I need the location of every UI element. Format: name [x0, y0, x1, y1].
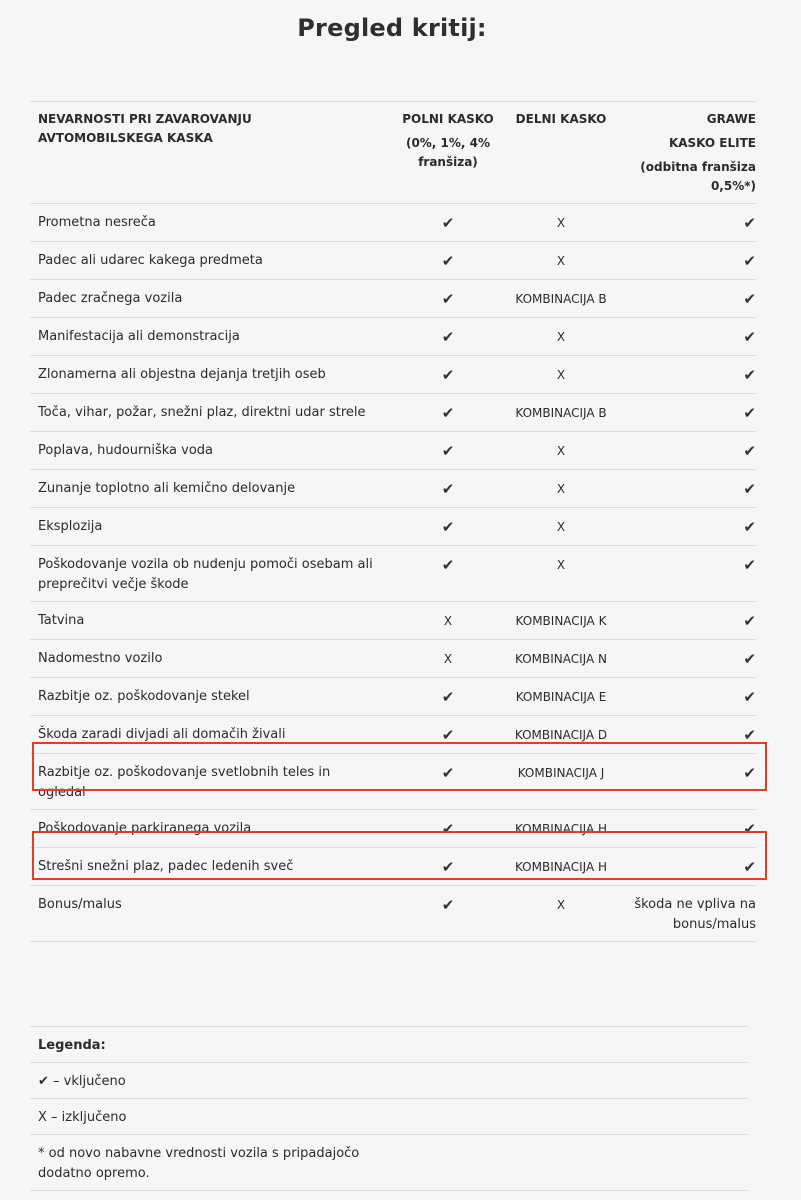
- check-icon: ✔: [743, 612, 756, 630]
- full-kasko-cell: [394, 318, 502, 356]
- cell-text: KOMBINACIJA D: [514, 728, 608, 742]
- check-icon: ✔: [743, 404, 756, 422]
- page-title: Pregled kritij:: [297, 14, 487, 42]
- table-row: [30, 394, 756, 432]
- check-icon: ✔: [441, 688, 455, 706]
- partial-kasko-cell: [502, 810, 620, 848]
- full-kasko-cell: [394, 716, 502, 754]
- full-kasko-cell: [394, 242, 502, 280]
- full-kasko-cell: [394, 432, 502, 470]
- check-icon: ✔: [441, 404, 455, 422]
- check-icon: ✔: [441, 764, 455, 782]
- check-icon: ✔: [743, 518, 756, 536]
- coverage-table: [30, 101, 756, 942]
- table-row: [30, 754, 756, 810]
- table-row: [30, 470, 756, 508]
- excluded-mark: X: [556, 898, 566, 912]
- check-icon: ✔: [441, 290, 455, 308]
- check-icon: ✔: [743, 556, 756, 574]
- excluded-mark: X: [556, 254, 566, 268]
- full-kasko-cell: [394, 810, 502, 848]
- check-icon: ✔: [743, 480, 756, 498]
- check-icon: ✔: [441, 556, 455, 574]
- elite-kasko-cell: [620, 716, 756, 754]
- risk-label: Razbitje oz. poškodovanje svetlobnih teles in ogledal: [30, 754, 394, 810]
- partial-kasko-cell: [502, 280, 620, 318]
- excluded-mark: X: [556, 482, 566, 496]
- risk-label: Eksplozija: [30, 508, 394, 546]
- risk-label: Padec ali udarec kakega predmeta: [30, 242, 394, 280]
- excluded-mark: X: [556, 368, 566, 382]
- cell-text: KOMBINACIJA N: [514, 652, 607, 666]
- table-row: [30, 602, 756, 640]
- risk-label: Bonus/malus: [30, 886, 394, 942]
- check-icon: ✔: [441, 896, 455, 914]
- partial-kasko-cell: [502, 508, 620, 546]
- check-icon: ✔: [743, 726, 756, 744]
- check-icon: ✔: [743, 650, 756, 668]
- check-icon: ✔: [743, 764, 756, 782]
- partial-kasko-cell: [502, 546, 620, 602]
- cell-text: KOMBINACIJA K: [515, 614, 607, 628]
- partial-kasko-cell: [502, 242, 620, 280]
- check-icon: ✔: [441, 214, 455, 232]
- risk-label: Strešni snežni plaz, padec ledenih sveč: [30, 848, 394, 886]
- elite-kasko-cell: [620, 602, 756, 640]
- check-icon: ✔: [743, 858, 756, 876]
- excluded-mark: X: [556, 444, 566, 458]
- legend-included: ✔ – vključeno: [30, 1063, 748, 1099]
- partial-kasko-cell: [502, 886, 620, 942]
- excluded-mark: X: [443, 614, 453, 628]
- partial-kasko-cell: [502, 716, 620, 754]
- check-icon: ✔: [441, 518, 455, 536]
- partial-kasko-cell: [502, 394, 620, 432]
- table-row: [30, 678, 756, 716]
- full-kasko-cell: [394, 394, 502, 432]
- elite-kasko-cell: [620, 432, 756, 470]
- partial-kasko-cell: [502, 678, 620, 716]
- check-icon: ✔: [743, 290, 756, 308]
- elite-kasko-cell: [620, 394, 756, 432]
- risk-label: Zlonamerna ali objestna dejanja tretjih oseb: [30, 356, 394, 394]
- check-icon: ✔: [743, 214, 756, 232]
- risk-label: Poplava, hudourniška voda: [30, 432, 394, 470]
- legend-note: * od novo nabavne vrednosti vozila s pripadajočo dodatno opremo.: [38, 1146, 360, 1181]
- full-kasko-cell: [394, 848, 502, 886]
- check-icon: ✔: [441, 366, 455, 384]
- full-kasko-cell: [394, 280, 502, 318]
- partial-kasko-cell: [502, 432, 620, 470]
- risk-label: Poškodovanje parkiranega vozila: [30, 810, 394, 848]
- check-icon: ✔: [441, 820, 455, 838]
- cell-text: KOMBINACIJA B: [515, 292, 607, 306]
- check-icon: ✔: [441, 726, 455, 744]
- table-row: [30, 432, 756, 470]
- risk-label: Manifestacija ali demonstracija: [30, 318, 394, 356]
- partial-kasko-cell: [502, 318, 620, 356]
- cell-text: KOMBINACIJA B: [515, 406, 607, 420]
- full-kasko-cell: [394, 356, 502, 394]
- header-full-kasko: POLNI KASKO (0%, 1%, 4% franšiza): [394, 102, 502, 204]
- risk-label: Poškodovanje vozila ob nudenju pomoči osebam ali preprečitvi večje škode: [30, 546, 394, 602]
- elite-kasko-cell: [620, 318, 756, 356]
- elite-kasko-cell: [620, 280, 756, 318]
- table-row: [30, 640, 756, 678]
- elite-kasko-cell: [620, 546, 756, 602]
- check-icon: ✔: [743, 688, 756, 706]
- full-kasko-cell: [394, 546, 502, 602]
- check-icon: ✔: [441, 480, 455, 498]
- risk-label: Toča, vihar, požar, snežni plaz, direktni udar strele: [30, 394, 394, 432]
- check-icon: ✔: [441, 252, 455, 270]
- elite-kasko-cell: [620, 204, 756, 242]
- risk-label: Nadomestno vozilo: [30, 640, 394, 678]
- check-icon: ✔: [441, 858, 455, 876]
- partial-kasko-cell: [502, 640, 620, 678]
- partial-kasko-cell: [502, 754, 620, 810]
- elite-kasko-cell: [620, 508, 756, 546]
- legend-title: Legenda:: [30, 1027, 748, 1063]
- elite-kasko-cell: [620, 886, 756, 942]
- full-kasko-cell: [394, 204, 502, 242]
- cell-text: škoda ne vpliva na bonus/malus: [634, 897, 756, 932]
- table-row: [30, 848, 756, 886]
- header-risks: NEVARNOSTI PRI ZAVAROVANJU AVTOMOBILSKEGA KASKA: [30, 102, 394, 204]
- check-icon: ✔: [743, 820, 756, 838]
- table-header-row: [30, 102, 756, 204]
- legend-note-cell: [30, 1135, 748, 1191]
- table-row: [30, 280, 756, 318]
- full-kasko-cell: [394, 754, 502, 810]
- header-partial-kasko: DELNI KASKO: [502, 102, 620, 204]
- table-row: [30, 204, 756, 242]
- full-kasko-cell: [394, 640, 502, 678]
- table-row: [30, 508, 756, 546]
- partial-kasko-cell: [502, 356, 620, 394]
- header-elite-kasko: GRAWE KASKO ELITE (odbitna franšiza 0,5%*): [620, 102, 756, 204]
- risk-label: Razbitje oz. poškodovanje stekel: [30, 678, 394, 716]
- table-row: [30, 886, 756, 942]
- full-kasko-cell: [394, 470, 502, 508]
- full-kasko-cell: [394, 508, 502, 546]
- elite-kasko-cell: [620, 356, 756, 394]
- full-kasko-cell: [394, 602, 502, 640]
- check-icon: ✔: [743, 442, 756, 460]
- full-kasko-cell: [394, 886, 502, 942]
- legend-table: [30, 1026, 748, 1191]
- risk-label: Zunanje toplotno ali kemično delovanje: [30, 470, 394, 508]
- excluded-mark: X: [443, 652, 453, 666]
- excluded-mark: X: [556, 216, 566, 230]
- table-row: [30, 318, 756, 356]
- check-icon: ✔: [743, 366, 756, 384]
- table-row: [30, 356, 756, 394]
- table-row: [30, 716, 756, 754]
- elite-kasko-cell: [620, 848, 756, 886]
- excluded-mark: X: [556, 330, 566, 344]
- excluded-mark: X: [556, 520, 566, 534]
- partial-kasko-cell: [502, 470, 620, 508]
- risk-label: Prometna nesreča: [30, 204, 394, 242]
- elite-kasko-cell: [620, 754, 756, 810]
- check-icon: ✔: [441, 442, 455, 460]
- partial-kasko-cell: [502, 602, 620, 640]
- partial-kasko-cell: [502, 204, 620, 242]
- cell-text: KOMBINACIJA E: [515, 690, 607, 704]
- table-row: [30, 810, 756, 848]
- elite-kasko-cell: [620, 678, 756, 716]
- risk-label: Škoda zaradi divjadi ali domačih živali: [30, 716, 394, 754]
- elite-kasko-cell: [620, 242, 756, 280]
- elite-kasko-cell: [620, 470, 756, 508]
- check-icon: ✔: [743, 328, 756, 346]
- check-icon: ✔: [743, 252, 756, 270]
- table-row: [30, 242, 756, 280]
- elite-kasko-cell: [620, 640, 756, 678]
- check-icon: ✔: [441, 328, 455, 346]
- legend-excluded: X – izključeno: [30, 1099, 748, 1135]
- cell-text: KOMBINACIJA H: [514, 822, 608, 836]
- table-row: [30, 546, 756, 602]
- risk-label: Padec zračnega vozila: [30, 280, 394, 318]
- excluded-mark: X: [556, 558, 566, 572]
- risk-label: Tatvina: [30, 602, 394, 640]
- full-kasko-cell: [394, 678, 502, 716]
- cell-text: KOMBINACIJA J: [517, 766, 605, 780]
- elite-kasko-cell: [620, 810, 756, 848]
- partial-kasko-cell: [502, 848, 620, 886]
- cell-text: KOMBINACIJA H: [514, 860, 608, 874]
